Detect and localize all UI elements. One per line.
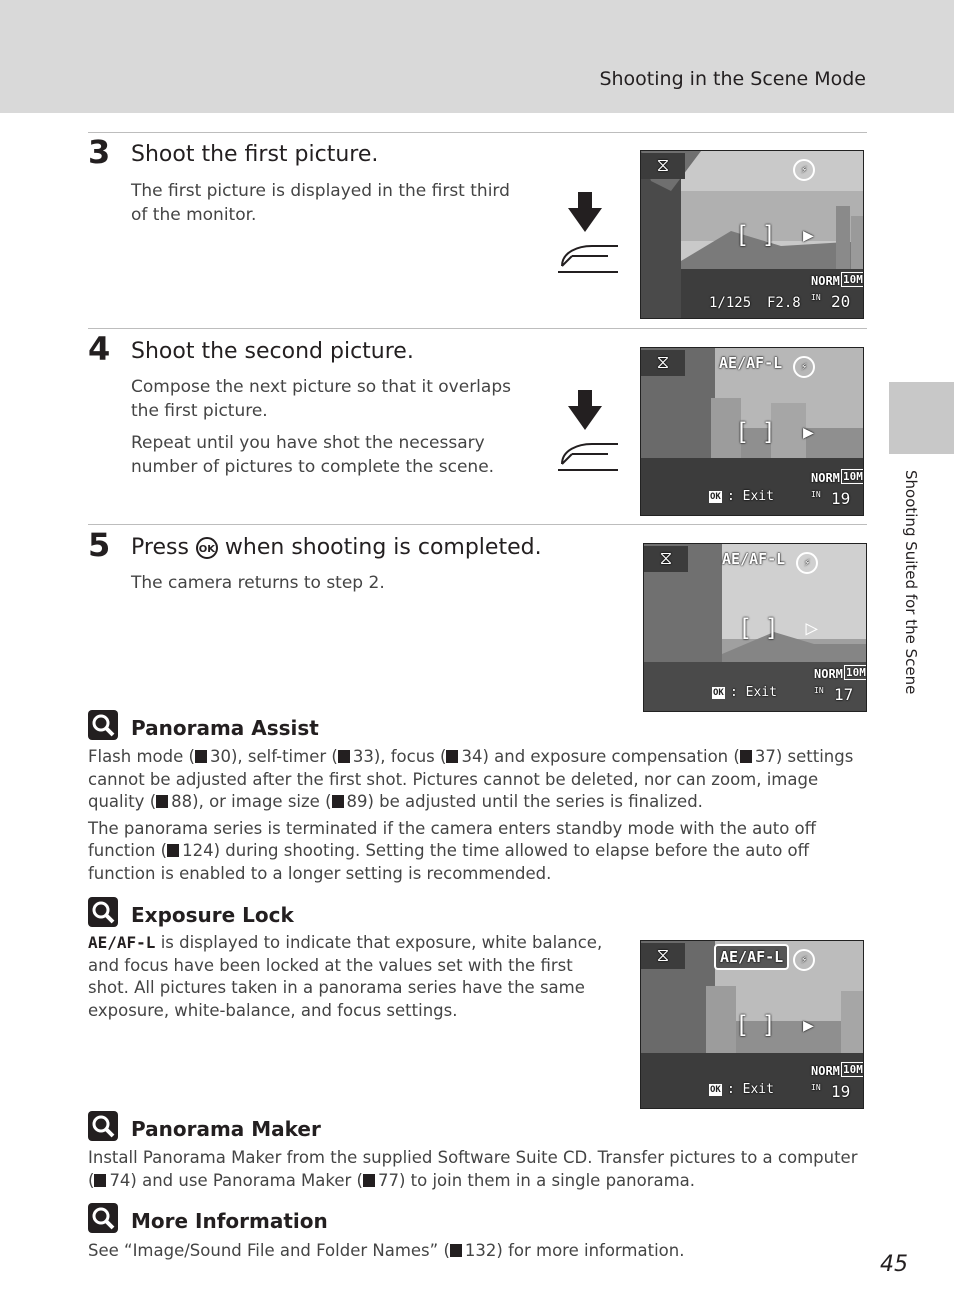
- camera-monitor-screen: [640, 150, 864, 319]
- step-divider: [88, 524, 867, 525]
- section-title: Shooting in the Scene Mode: [599, 68, 866, 90]
- page-reference-icon: [156, 795, 168, 808]
- step-number: 5: [88, 526, 111, 564]
- tip-title: More Information: [131, 1209, 328, 1233]
- camera-monitor-screen: [640, 347, 864, 516]
- focus-brackets: []: [735, 418, 788, 446]
- tip-title: Panorama Assist: [131, 716, 319, 740]
- step-description: [131, 179, 531, 235]
- ae-af-lock-glyph: AE/AF-L: [88, 933, 156, 952]
- ok-button-icon: OK: [713, 688, 724, 698]
- tip-paragraph: AE/AF-L is displayed to indicate that exposure, white balance, and focus have been locked at the values set with the first shot. All pictures taken in a panorama series have the same exposure, white-balance, and focus settings.: [88, 933, 603, 1020]
- flash-off-icon: ⚡: [793, 356, 815, 378]
- internal-memory-icon: IN: [811, 490, 821, 499]
- focus-brackets: []: [738, 614, 791, 642]
- page-reference-icon: [167, 844, 179, 857]
- chapter-tab: [889, 382, 954, 454]
- step-divider: [88, 132, 867, 133]
- flash-off-icon: ⚡: [793, 949, 815, 971]
- panorama-mode-icon: ⧖: [641, 153, 685, 179]
- image-size: 10M: [843, 470, 863, 483]
- tip-paragraph: The panorama series is terminated if the camera enters standby mode with the auto off function ( 124) during shooting. Setting the time allowed to elapse before the auto off function is enabled to a longer setting is recommended.: [88, 818, 817, 883]
- step-title-prefix: Press: [131, 535, 189, 560]
- tip-magnifier-icon: [88, 710, 118, 740]
- flash-off-icon: ⚡: [793, 159, 815, 181]
- page-reference-icon: [195, 750, 207, 763]
- image-size: 10M: [846, 666, 866, 679]
- tip-magnifier-icon: [88, 1203, 118, 1233]
- page-reference-icon: [332, 795, 344, 808]
- aperture-value: F2.8: [767, 295, 801, 311]
- internal-memory-icon: IN: [811, 1083, 821, 1092]
- page-reference-icon: [338, 750, 350, 763]
- shutter-press-icon: [548, 388, 622, 472]
- tip-body: [88, 932, 618, 1026]
- image-quality: NORM: [814, 667, 843, 681]
- step-divider: [88, 328, 867, 329]
- step-number: 4: [88, 330, 111, 368]
- step-paragraph: The camera returns to step 2.: [131, 573, 385, 593]
- tip-paragraph: See “Image/Sound File and Folder Names” ( 132) for more information.: [88, 1241, 685, 1260]
- exit-hint: : Exit: [727, 489, 774, 504]
- page-reference-icon: [740, 750, 752, 763]
- image-size: 10M: [843, 1063, 863, 1076]
- step-number: 3: [88, 133, 111, 171]
- shutter-press-icon: [548, 190, 622, 274]
- exit-hint: : Exit: [727, 1082, 774, 1097]
- step-description: [131, 375, 531, 487]
- shutter-speed: 1/125: [709, 295, 752, 311]
- focus-brackets: []: [735, 1011, 788, 1039]
- page-reference-icon: [446, 750, 458, 763]
- camera-monitor-screen: [643, 543, 867, 712]
- header-band: [0, 0, 954, 113]
- pan-direction-arrow-icon: ▶: [806, 618, 817, 639]
- exposures-remaining: 20: [831, 292, 851, 311]
- pan-direction-arrow-icon: ▶: [803, 225, 814, 246]
- image-size: 10M: [843, 273, 863, 286]
- step-paragraph: Repeat until you have shot the necessary number of pictures to complete the scene.: [131, 433, 495, 477]
- page-number: 45: [880, 1252, 908, 1277]
- page-reference-icon: [363, 1174, 375, 1187]
- tip-body: [88, 1147, 868, 1196]
- ae-af-lock-indicator: AE/AF-L: [722, 550, 786, 568]
- tip-paragraph: Install Panorama Maker from the supplied Software Suite CD. Transfer pictures to a computer ( 74) and use Panorama Maker ( 77) to join them in a single panorama.: [88, 1148, 858, 1190]
- ae-af-lock-indicator: AE/AF-L: [714, 944, 789, 970]
- tip-title: Exposure Lock: [131, 903, 294, 927]
- chapter-tab-label: Shooting Suited for the Scene: [902, 470, 920, 695]
- tip-title: Panorama Maker: [131, 1117, 321, 1141]
- step-description: [131, 571, 531, 603]
- camera-monitor-screen: [640, 940, 864, 1109]
- page-reference-icon: [94, 1174, 106, 1187]
- internal-memory-icon: IN: [811, 293, 821, 302]
- step-title: Shoot the first picture.: [131, 142, 379, 167]
- ok-button-icon: OK: [710, 492, 721, 502]
- tip-paragraph: Flash mode ( 30), self-timer ( 33), focus ( 34) and exposure compensation ( 37) settings cannot be adjusted after the first shot. Pictures cannot be deleted, nor can zoom, image quality ( 88), or image size ( 89) be adjusted until the series is finalized.: [88, 747, 854, 811]
- pan-direction-arrow-icon: ▶: [803, 1015, 814, 1036]
- pan-direction-arrow-icon: ▶: [803, 422, 814, 443]
- exposures-remaining: 19: [831, 1082, 851, 1101]
- image-quality: NORM: [811, 1064, 840, 1078]
- flash-off-icon: ⚡: [796, 552, 818, 574]
- step-paragraph: The first picture is displayed in the first third of the monitor.: [131, 181, 510, 225]
- panorama-mode-icon: ⧖: [644, 546, 688, 572]
- step-title: Shoot the second picture.: [131, 339, 414, 364]
- page-reference-icon: [450, 1244, 462, 1257]
- tip-body: [88, 746, 868, 889]
- image-quality: NORM: [811, 274, 840, 288]
- focus-brackets: []: [735, 221, 788, 249]
- tip-body: [88, 1240, 868, 1267]
- exposures-remaining: 17: [834, 685, 854, 704]
- exit-hint: : Exit: [730, 685, 777, 700]
- step-paragraph: Compose the next picture so that it overlaps the first picture.: [131, 377, 511, 421]
- ok-button-icon: OK: [710, 1085, 721, 1095]
- ok-button-icon: OK: [196, 537, 218, 559]
- tip-magnifier-icon: [88, 1111, 118, 1141]
- internal-memory-icon: IN: [814, 686, 824, 695]
- step-title-suffix: when shooting is completed.: [224, 535, 542, 560]
- exposures-remaining: 19: [831, 489, 851, 508]
- ae-af-lock-indicator: AE/AF-L: [719, 354, 783, 372]
- tip-magnifier-icon: [88, 897, 118, 927]
- step-title: [131, 535, 542, 560]
- panorama-mode-icon: ⧖: [641, 943, 685, 969]
- panorama-mode-icon: ⧖: [641, 350, 685, 376]
- image-quality: NORM: [811, 471, 840, 485]
